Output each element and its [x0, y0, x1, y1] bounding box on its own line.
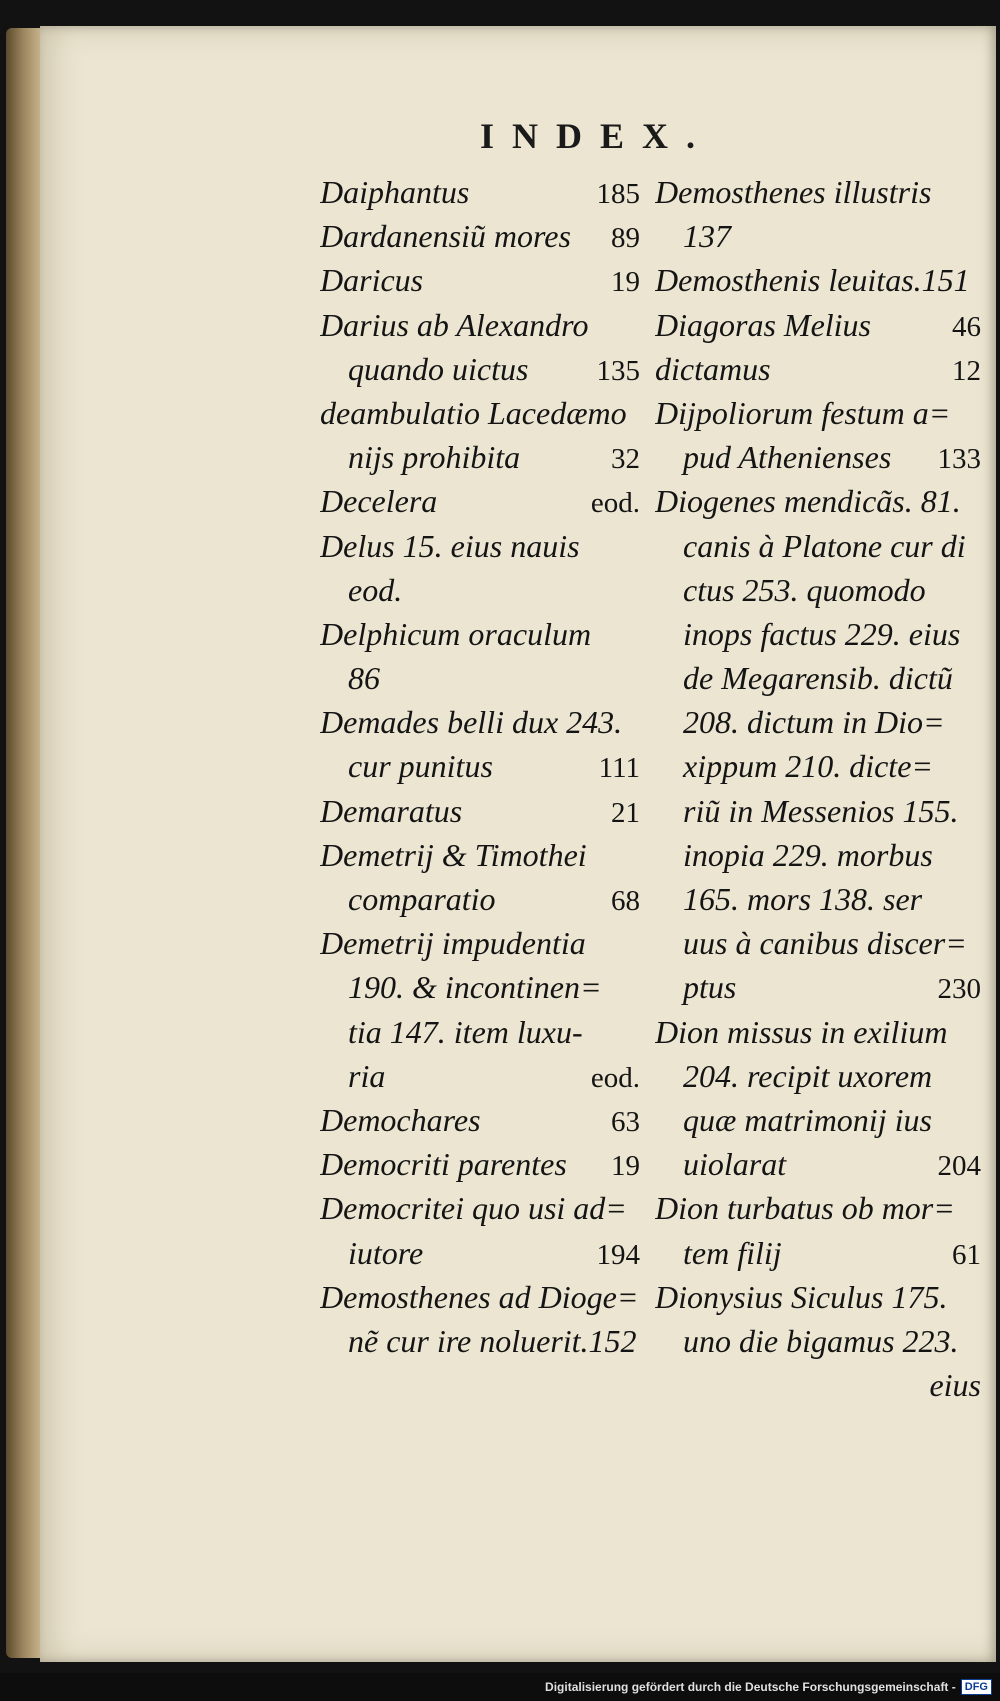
index-entry [655, 1054, 981, 1098]
index-entry [655, 347, 981, 391]
index-entry-text: eod. [348, 571, 403, 608]
index-entry [320, 568, 640, 612]
index-entry [655, 258, 981, 302]
index-entry-page-number: eod. [590, 487, 640, 520]
index-entry [655, 1186, 981, 1230]
index-entry [655, 1363, 981, 1407]
index-entry [320, 877, 640, 921]
index-entry-page-number: 185 [596, 178, 640, 210]
index-entry-text: Dardanensiũ mores [320, 218, 571, 255]
index-entry [655, 524, 981, 568]
index-entry [655, 1142, 981, 1186]
index-entry-text: cur punitus [348, 748, 493, 785]
index-entry-text: inopia 229. morbus [683, 836, 933, 873]
index-column-left [320, 170, 640, 1363]
index-entry-text: Demetrij impudentia [320, 925, 586, 962]
index-entry [320, 347, 640, 391]
index-entry-text: Demochares [320, 1101, 481, 1138]
index-entry-text: Dionysius Siculus 175. [655, 1278, 948, 1315]
index-entry [655, 568, 981, 612]
index-entry [320, 1054, 640, 1098]
index-entry [320, 1186, 640, 1230]
index-column-right [655, 170, 981, 1407]
index-entry-page-number: 68 [611, 885, 640, 917]
index-entry [320, 258, 640, 302]
index-entry-page-number: 89 [611, 222, 640, 255]
index-entry-text: Daricus [320, 262, 424, 299]
index-entry [655, 789, 981, 833]
index-entry-text: Demetrij & Timothei [320, 836, 587, 873]
index-entry [320, 479, 640, 523]
index-entry [320, 524, 640, 568]
index-entry [655, 435, 981, 479]
index-entry-page-number: eod. [590, 1061, 640, 1094]
index-entry [320, 1319, 640, 1363]
index-entry-text: Demosthenis leuitas.151 [655, 262, 970, 299]
index-entry [320, 1098, 640, 1142]
index-entry-text: Dion turbatus ob mor= [655, 1190, 955, 1227]
index-entry-text: deambulatio Lacedæmo [320, 394, 627, 431]
index-entry [655, 214, 981, 258]
index-entry [655, 965, 981, 1009]
index-entry-text: quæ matrimonij ius [683, 1101, 932, 1138]
index-entry-text: ctus 253. quomodo [683, 571, 926, 608]
index-entry-page-number: 12 [952, 354, 981, 387]
index-entry [320, 303, 640, 347]
index-entry-text: nijs prohibita [348, 439, 521, 476]
index-entry-text: riũ in Messenios 155. [683, 792, 959, 829]
dfg-logo-icon: DFG [961, 1679, 992, 1695]
index-entry [320, 965, 640, 1009]
index-entry-text: 165. mors 138. ser [683, 881, 923, 917]
index-entry-text: Diagoras Melius [655, 306, 871, 343]
index-entry [320, 833, 640, 877]
index-entry-text: canis à Platone cur di [683, 527, 966, 564]
index-entry-page-number: 46 [952, 310, 981, 343]
index-entry-text: de Megarensib. dictũ [683, 660, 953, 697]
index-entry-text: uno die bigamus 223. [683, 1322, 959, 1359]
index-entry-text: Darius ab Alexandro [320, 306, 589, 343]
index-entry-page-number: 230 [937, 973, 981, 1006]
index-entry-page-number: 194 [596, 1238, 640, 1271]
index-entry-text: ria [348, 1057, 386, 1094]
index-entry-text: 190. & incontinen= [348, 969, 602, 1006]
index-entry [320, 789, 640, 833]
index-entry [320, 744, 640, 788]
index-entry [320, 170, 640, 214]
index-entry-text: comparatio [348, 881, 496, 917]
index-entry [320, 656, 640, 700]
index-entry-text: uus à canibus discer= [683, 925, 967, 962]
index-entry-page-number: 111 [598, 752, 640, 785]
index-entry-text: Dion missus in exilium [655, 1013, 948, 1050]
index-entry [320, 391, 640, 435]
index-entry-text: inops factus 229. eius [683, 615, 961, 652]
index-entry [320, 214, 640, 258]
index-entry-page-number: 19 [611, 1150, 640, 1183]
index-entry-page-number: 204 [937, 1150, 981, 1183]
index-entry-text: ptus [683, 969, 737, 1006]
index-entry [655, 656, 981, 700]
index-entry [655, 744, 981, 788]
index-entry-page-number: 61 [952, 1238, 981, 1271]
index-entry [655, 391, 981, 435]
index-entry-text: Democriti parentes [320, 1146, 567, 1183]
index-entry-text: tia 147. item luxu- [348, 1013, 583, 1050]
page-title: INDEX. [480, 116, 714, 156]
index-entry-text: 86 [348, 660, 380, 697]
index-entry [320, 1231, 640, 1275]
index-entry-page-number: 133 [937, 443, 981, 476]
index-entry [655, 877, 981, 921]
index-entry-text: dictamus [655, 350, 771, 387]
index-entry-text: nẽ cur ire noluerit.152 [348, 1322, 637, 1359]
index-entry-text: Democritei quo usi ad= [320, 1190, 627, 1227]
index-entry-page-number: 21 [611, 796, 640, 829]
index-entry [320, 700, 640, 744]
index-entry [655, 170, 981, 214]
index-entry-text: Demosthenes ad Dioge= [320, 1278, 639, 1315]
index-entry-page-number: 63 [611, 1105, 640, 1138]
index-entry [655, 1231, 981, 1275]
index-entry-text: eius [929, 1367, 981, 1404]
footer-bar [0, 1673, 1000, 1701]
index-entry-text: Demosthenes illustris [655, 174, 932, 210]
index-entry-text: uiolarat [683, 1146, 787, 1183]
index-entry [320, 1010, 640, 1054]
index-entry-text: iutore [348, 1234, 424, 1271]
index-entry-text: 204. recipit uxorem [683, 1057, 933, 1094]
index-entry-page-number: 32 [611, 443, 640, 476]
index-entry-text: Diogenes mendicãs. 81. [655, 483, 961, 520]
index-entry-page-number: 19 [611, 266, 640, 299]
index-entry [320, 435, 640, 479]
index-entry-text: Daiphantus [320, 174, 470, 210]
index-entry [320, 921, 640, 965]
index-entry-text: quando uictus [348, 350, 529, 387]
index-entry-text: Decelera [320, 483, 438, 520]
index-entry-text: pud Athenienses [683, 439, 892, 476]
index-entry-text: 137 [683, 218, 731, 255]
index-entry [320, 612, 640, 656]
index-entry-text: Dijpoliorum festum a= [655, 394, 951, 431]
index-entry [320, 1142, 640, 1186]
index-entry-text: Demaratus [320, 792, 463, 829]
index-entry [655, 1275, 981, 1319]
index-entry-text: Delus 15. eius nauis [320, 527, 580, 564]
index-entry [655, 833, 981, 877]
index-entry [655, 479, 981, 523]
index-entry [655, 921, 981, 965]
index-entry [320, 1275, 640, 1319]
index-entry [655, 700, 981, 744]
index-entry [655, 303, 981, 347]
index-entry-text: 208. dictum in Dio= [683, 704, 945, 741]
index-entry-page-number: 135 [596, 354, 640, 387]
index-entry-text: tem filij [683, 1234, 782, 1271]
footer-credit: Digitalisierung gefördert durch die Deutsche Forschungsgemeinschaft - [545, 1680, 956, 1694]
index-entry-text: Demades belli dux 243. [320, 704, 623, 741]
index-entry [655, 1319, 981, 1363]
index-entry-text: xippum 210. dicte= [683, 748, 933, 785]
index-entry [655, 1010, 981, 1054]
index-entry [655, 1098, 981, 1142]
index-entry [655, 612, 981, 656]
index-entry-text: Delphicum oraculum [320, 615, 592, 652]
